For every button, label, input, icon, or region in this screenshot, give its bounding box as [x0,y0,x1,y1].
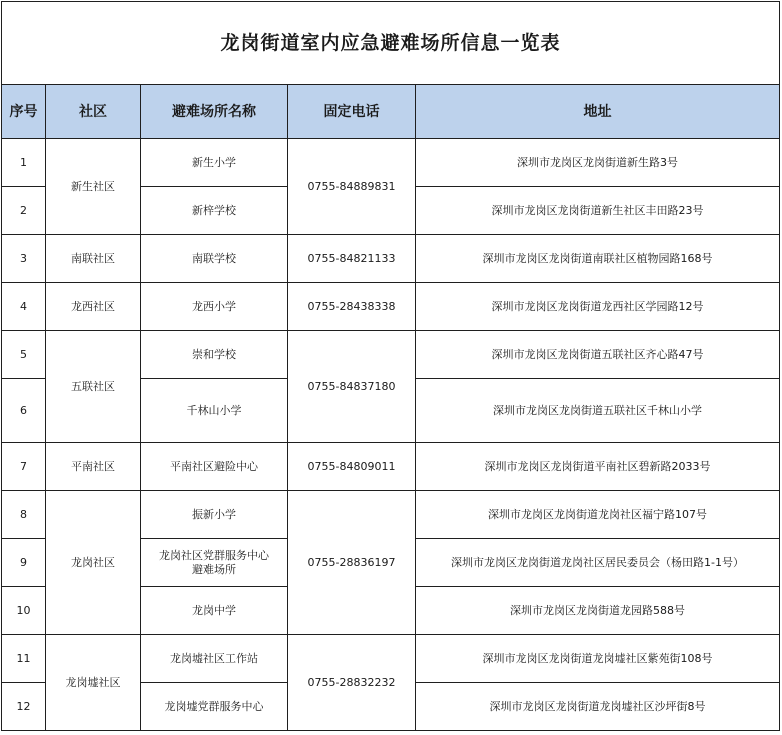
header-community: 社区 [46,85,141,139]
table-row [2,139,780,187]
header-shelter: 避难场所名称 [141,85,288,139]
shelter-name: 千林山小学 [141,379,288,443]
title-row [2,2,780,85]
phone-cell: 0755-84837180 [288,331,416,443]
address-cell: 深圳市龙岗区龙岗街道五联社区千林山小学 [416,379,780,443]
header-address: 地址 [416,85,780,139]
header-phone: 固定电话 [288,85,416,139]
page-title: 龙岗街道室内应急避难场所信息一览表 [2,2,780,85]
address-cell: 深圳市龙岗区龙岗街道龙岗社区福宁路107号 [416,491,780,539]
shelter-name: 龙岗墟党群服务中心 [141,683,288,731]
table-row [2,283,780,331]
shelter-name-line2: 避难场所 [192,562,236,576]
shelter-name-line1: 龙岗社区党群服务中心 [159,548,269,562]
shelter-name: 新梓学校 [141,187,288,235]
row-index: 11 [2,635,46,683]
row-index: 2 [2,187,46,235]
row-index: 6 [2,379,46,443]
phone-cell: 0755-84889831 [288,139,416,235]
address-cell: 深圳市龙岗区龙岗街道龙园路588号 [416,587,780,635]
shelter-name: 南联学校 [141,235,288,283]
header-row [2,85,780,139]
shelter-table [1,1,780,731]
address-cell: 深圳市龙岗区龙岗街道龙岗墟社区沙坪街8号 [416,683,780,731]
address-cell: 深圳市龙岗区龙岗街道新生路3号 [416,139,780,187]
shelter-name: 崇和学校 [141,331,288,379]
address-cell: 深圳市龙岗区龙岗街道平南社区碧新路2033号 [416,443,780,491]
row-index: 5 [2,331,46,379]
row-index: 4 [2,283,46,331]
phone-cell: 0755-28836197 [288,491,416,635]
row-index: 8 [2,491,46,539]
address-cell: 深圳市龙岗区龙岗街道新生社区丰田路23号 [416,187,780,235]
row-index: 12 [2,683,46,731]
phone-cell: 0755-84809011 [288,443,416,491]
row-index: 3 [2,235,46,283]
row-index: 9 [2,539,46,587]
row-index: 10 [2,587,46,635]
community-cell: 平南社区 [46,443,141,491]
table-row [2,491,780,539]
address-cell: 深圳市龙岗区龙岗街道龙岗社区居民委员会（杨田路1-1号） [416,539,780,587]
table-row [2,331,780,379]
shelter-name: 龙岗墟社区工作站 [141,635,288,683]
phone-cell: 0755-28438338 [288,283,416,331]
address-cell: 深圳市龙岗区龙岗街道龙西社区学园路12号 [416,283,780,331]
address-cell: 深圳市龙岗区龙岗街道龙岗墟社区紫苑街108号 [416,635,780,683]
address-cell: 深圳市龙岗区龙岗街道五联社区齐心路47号 [416,331,780,379]
shelter-name: 龙西小学 [141,283,288,331]
community-cell: 新生社区 [46,139,141,235]
row-index: 7 [2,443,46,491]
table-row [2,635,780,683]
shelter-name: 龙岗中学 [141,587,288,635]
header-index: 序号 [2,85,46,139]
community-cell: 龙岗墟社区 [46,635,141,731]
row-index: 1 [2,139,46,187]
community-cell: 龙西社区 [46,283,141,331]
phone-cell: 0755-28832232 [288,635,416,731]
community-cell: 五联社区 [46,331,141,443]
shelter-name: 振新小学 [141,491,288,539]
shelter-name: 新生小学 [141,139,288,187]
table-row [2,235,780,283]
phone-cell: 0755-84821133 [288,235,416,283]
shelter-name [141,539,288,587]
community-cell: 龙岗社区 [46,491,141,635]
table-row [2,443,780,491]
community-cell: 南联社区 [46,235,141,283]
shelter-name: 平南社区避险中心 [141,443,288,491]
address-cell: 深圳市龙岗区龙岗街道南联社区植物园路168号 [416,235,780,283]
